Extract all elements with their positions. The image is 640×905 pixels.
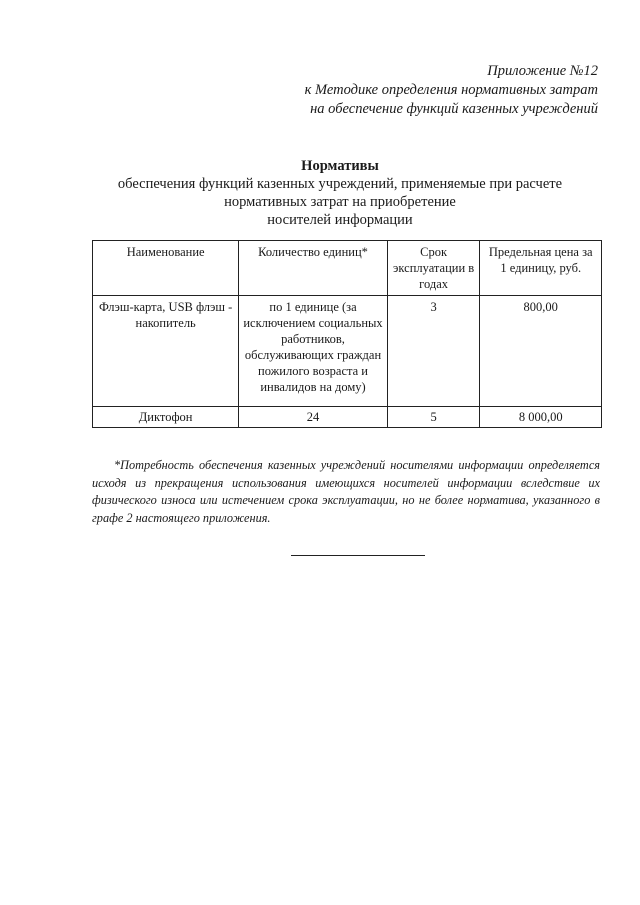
cell-price: 8 000,00 [480,407,602,428]
table-header-row [93,241,602,296]
document-title: Нормативы [301,158,379,174]
appendix-reference-line2: на обеспечение функций казенных учреждений [310,101,598,117]
document-subtitle-line3: носителей информации [267,212,413,228]
cell-term: 3 [387,296,480,407]
document-subtitle-line1: обеспечения функций казенных учреждений, применяемые при расчете [117,176,563,192]
signature-line [291,555,425,556]
table-row [93,407,602,428]
cell-name: Флэш-карта, USB флэш - накопитель [93,296,239,407]
appendix-number: Приложение №12 [487,63,598,79]
header-quantity: Количество единиц* [239,241,388,296]
header-name: Наименование [93,241,239,296]
appendix-reference-line1: к Методике определения нормативных затрат [304,82,598,98]
appendix-header [268,62,598,119]
header-price: Предельная цена за 1 единицу, руб. [480,241,602,296]
cell-quantity: 24 [239,407,388,428]
footnote: *Потребность обеспечения казенных учреждений носителями информации определяется исходя из прекращения использования имеющихся носителей информации вследствие их физического износа или истечением срока эксплуатации, но не более норматива, указанного в графе 2 настоящего приложения. [92,458,600,525]
document-heading [90,157,590,229]
norms-table [92,240,602,428]
cell-quantity: по 1 единице (за исключением социальных работников, обслуживающих граждан пожилого возраста и инвалидов на дому) [239,296,388,407]
cell-price: 800,00 [480,296,602,407]
header-term: Срок эксплуатации в годах [387,241,480,296]
document-subtitle-line2: нормативных затрат на приобретение [224,194,456,210]
table-row [93,296,602,407]
cell-name: Диктофон [93,407,239,428]
cell-term: 5 [387,407,480,428]
